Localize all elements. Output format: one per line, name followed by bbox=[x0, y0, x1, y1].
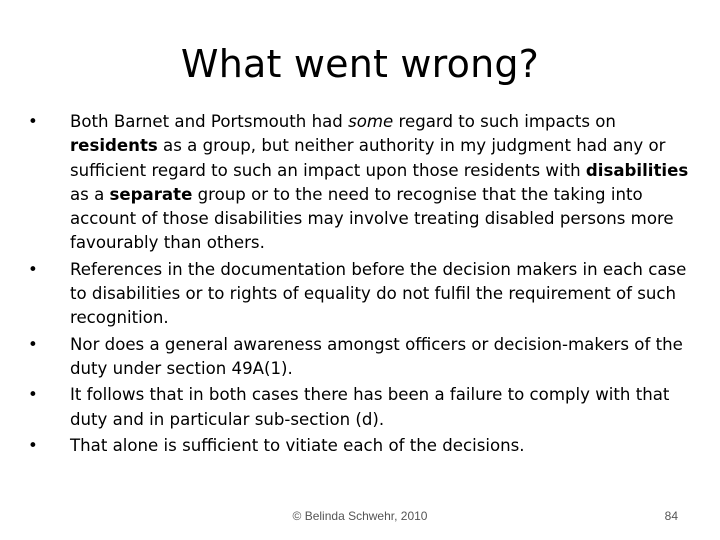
slide-title: What went wrong? bbox=[180, 42, 540, 86]
bold-emphasis: disabilities bbox=[585, 160, 689, 180]
bullet-text bbox=[70, 383, 698, 432]
text-run: Nor does a general awareness amongst officers or decision-makers of the duty under section 49A(1). bbox=[70, 334, 683, 378]
bullet-item bbox=[28, 333, 698, 382]
bullet-item bbox=[28, 110, 698, 256]
bullet-icon: • bbox=[28, 385, 38, 405]
bullet-text bbox=[70, 434, 698, 458]
bullet-list bbox=[28, 110, 698, 460]
italic-emphasis: some bbox=[348, 112, 394, 131]
page-number: 84 bbox=[664, 509, 678, 523]
text-run: as a group, but neither authority in my judgment had any or sufficient regard to such an impact upon those residents with bbox=[70, 136, 666, 180]
text-run: group or to the need to recognise that the taking into account of those disabilities may involve treating disabled persons more favourably than others. bbox=[70, 184, 674, 253]
bullet-item bbox=[28, 258, 698, 331]
bold-emphasis: separate bbox=[109, 184, 193, 204]
text-run: regard to such impacts on bbox=[393, 112, 616, 131]
text-run: References in the documentation before the decision makers in each case to disabilities or to rights of equality do not fulfil the requirement of such recognition. bbox=[70, 259, 687, 328]
slide-footer: © Belinda Schwehr, 2010 bbox=[292, 509, 428, 523]
bullet-item bbox=[28, 434, 698, 458]
bullet-item bbox=[28, 383, 698, 432]
bullet-text bbox=[70, 258, 698, 331]
bullet-icon: • bbox=[28, 259, 38, 279]
bullet-icon: • bbox=[28, 112, 38, 131]
bullet-icon: • bbox=[28, 435, 38, 455]
bold-emphasis: residents bbox=[70, 136, 158, 156]
text-run: Both Barnet and Portsmouth had bbox=[70, 112, 349, 131]
bullet-text bbox=[70, 110, 698, 256]
text-run: It follows that in both cases there has been a failure to comply with that duty and in particular sub-section (d). bbox=[70, 385, 670, 429]
bullet-icon: • bbox=[28, 334, 38, 354]
bullet-text bbox=[70, 333, 698, 382]
text-run: That alone is sufficient to vitiate each of the decisions. bbox=[70, 435, 525, 455]
text-run: as a bbox=[70, 184, 110, 204]
